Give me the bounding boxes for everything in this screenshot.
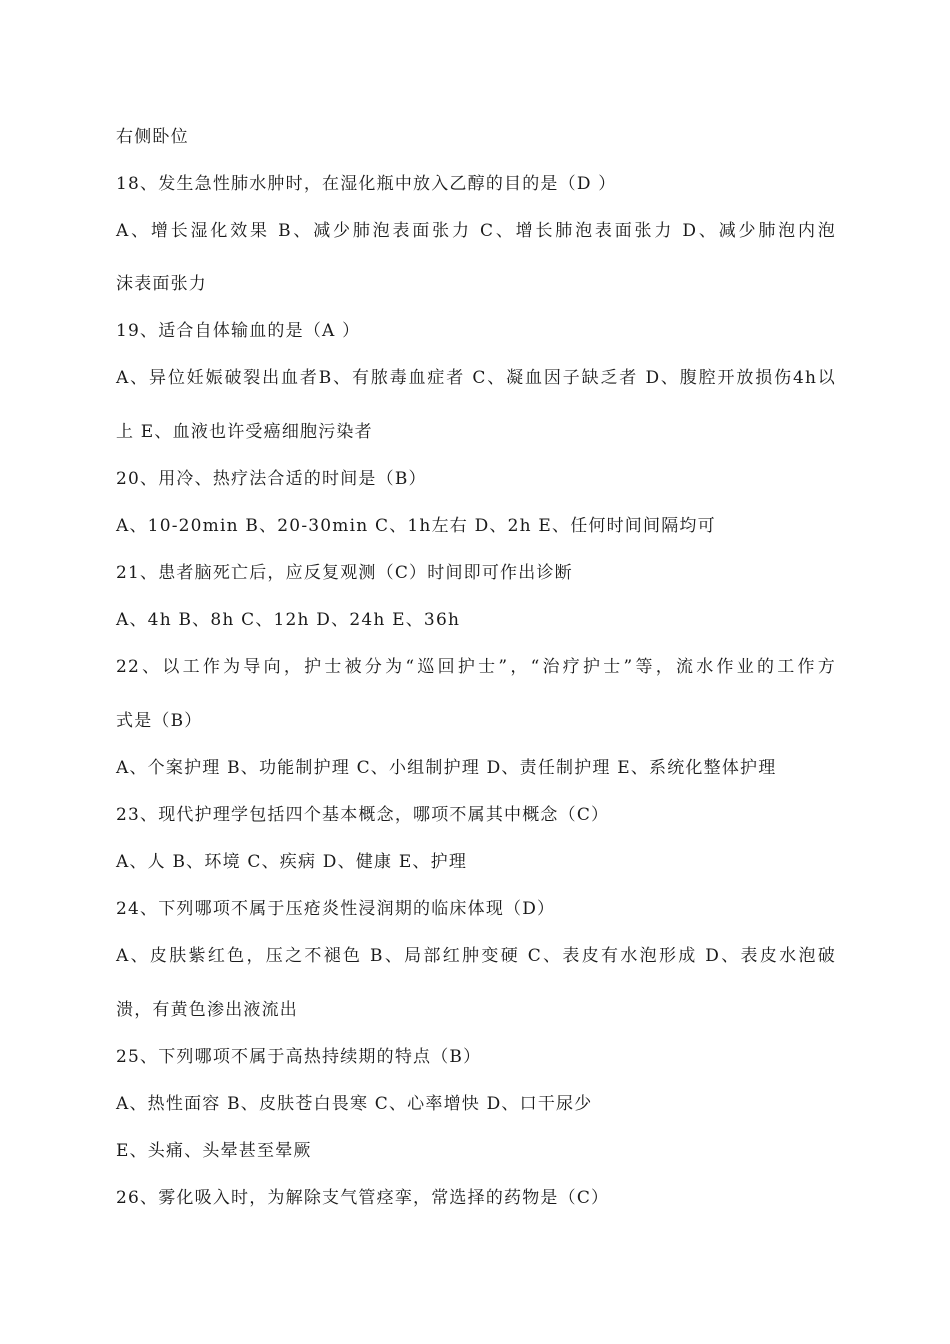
text-line: 上 E、血液也许受癌细胞污染者 xyxy=(116,422,373,442)
question-22: 22、以工作为导向，护士被分为“巡回护士”，“治疗护士”等，流水作业的工作方 xyxy=(116,657,836,677)
options-25: A、热性面容 B、皮肤苍白畏寒 C、心率增快 D、口干尿少 xyxy=(116,1094,593,1114)
options-21: A、4h B、8h C、12h D、24h E、36h xyxy=(116,610,461,630)
question-18: 18、发生急性肺水肿时，在湿化瓶中放入乙醇的目的是（D ） xyxy=(116,174,617,194)
text-line: 沫表面张力 xyxy=(116,274,207,294)
question-25: 25、下列哪项不属于高热持续期的特点（B） xyxy=(116,1047,482,1067)
options-23: A、人 B、环境 C、疾病 D、健康 E、护理 xyxy=(116,852,468,872)
options-20: A、10-20min B、20-30min C、1h左右 D、2h E、任何时间间隔均可 xyxy=(116,516,716,536)
text-line: E、头痛、头晕甚至晕厥 xyxy=(116,1141,312,1161)
question-21: 21、患者脑死亡后，应反复观测（C）时间即可作出诊断 xyxy=(116,563,573,583)
question-19: 19、适合自体输血的是（A ） xyxy=(116,321,361,341)
question-26: 26、雾化吸入时，为解除支气管痉挛，常选择的药物是（C） xyxy=(116,1188,610,1208)
text-line: 式是（B） xyxy=(116,711,203,731)
question-20: 20、用冷、热疗法合适的时间是（B） xyxy=(116,469,427,489)
options-24: A、皮肤紫红色，压之不褪色 B、局部红肿变硬 C、表皮有水泡形成 D、表皮水泡破 xyxy=(116,946,836,966)
options-19: A、异位妊娠破裂出血者B、有脓毒血症者 C、凝血因子缺乏者 D、腹腔开放损伤4h以 xyxy=(116,368,836,388)
text-line: 溃，有黄色渗出液流出 xyxy=(116,1000,298,1020)
options-18: A、增长湿化效果 B、减少肺泡表面张力 C、增长肺泡表面张力 D、减少肺泡内泡 xyxy=(116,221,836,241)
question-23: 23、现代护理学包括四个基本概念，哪项不属其中概念（C） xyxy=(116,805,610,825)
text-line: 右侧卧位 xyxy=(116,127,189,147)
question-24: 24、下列哪项不属于压疮炎性浸润期的临床体现（D） xyxy=(116,899,556,919)
options-22: A、个案护理 B、功能制护理 C、小组制护理 D、责任制护理 E、系统化整体护理 xyxy=(116,758,777,778)
